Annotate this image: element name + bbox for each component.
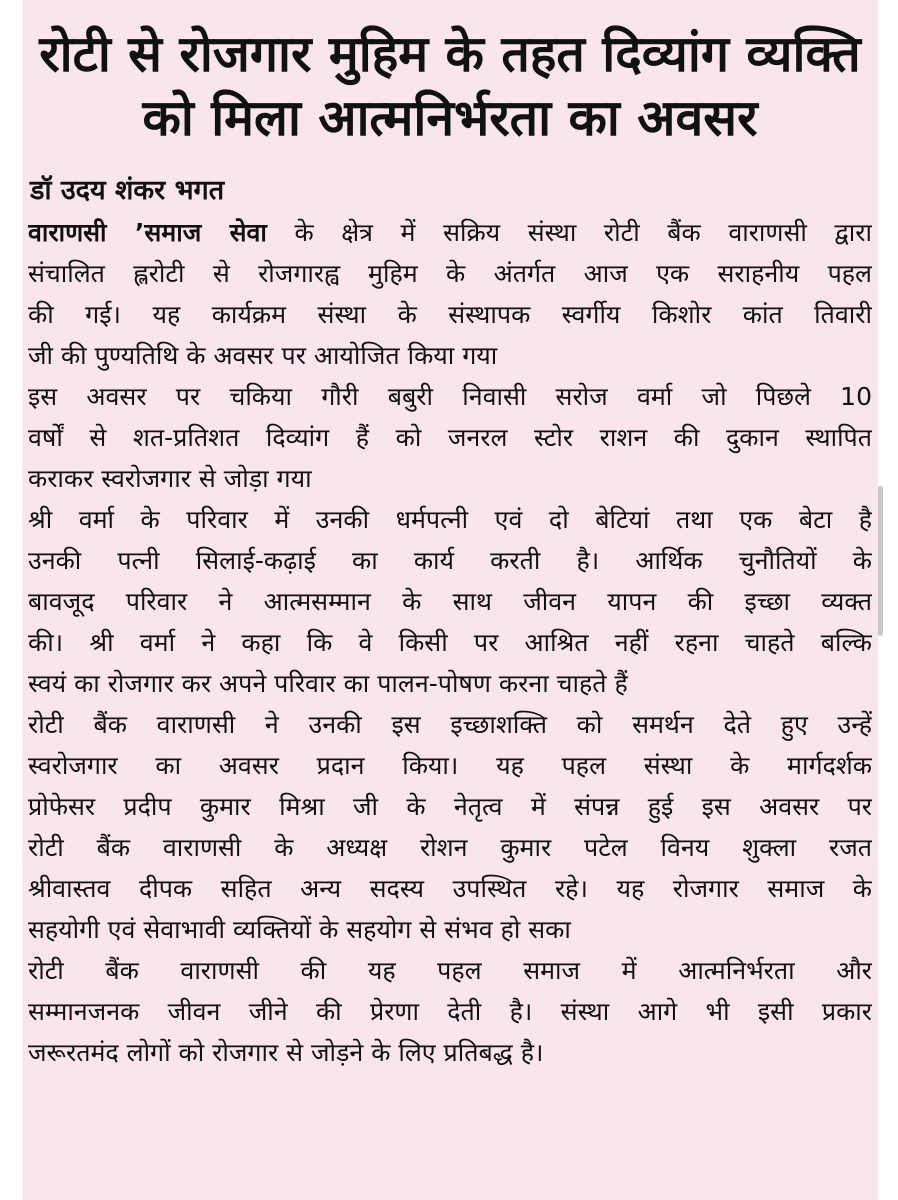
article-line-1-text: के क्षेत्र में सक्रिय संस्था रोटी बैंक वाराणसी द्वारा — [266, 218, 872, 247]
article-line: कराकर स्वरोजगार से जोड़ा गया — [28, 464, 312, 493]
article-line: वर्षों से शत-प्रतिशत दिव्यांग हैं को जनरल स्टोर राशन की दुकान स्थापित — [28, 423, 872, 452]
article-line: की गई। यह कार्यक्रम संस्था के संस्थापक स्वर्गीय किशोर कांत तिवारी — [28, 300, 872, 329]
headline — [24, 22, 876, 150]
dateline: वाराणसी ’समाज सेवा — [28, 218, 267, 247]
article-line: की। श्री वर्मा ने कहा कि वे किसी पर आश्रित नहीं रहना चाहते बल्कि — [28, 628, 872, 657]
headline-line-2: को मिला आत्मनिर्भरता का अवसर — [142, 89, 758, 147]
article-line-1 — [28, 212, 872, 253]
article-line: स्वरोजगार का अवसर प्रदान किया। यह पहल संस्था के मार्गदर्शक — [28, 751, 872, 780]
article-line: रोटी बैंक वाराणसी ने उनकी इस इच्छाशक्ति को समर्थन देते हुए उन्हें — [28, 710, 872, 739]
article-line: सम्मानजनक जीवन जीने की प्रेरणा देती है। संस्था आगे भी इसी प्रकार — [28, 997, 872, 1026]
article-line: इस अवसर पर चकिया गौरी बबुरी निवासी सरोज वर्मा जो पिछले 10 — [28, 382, 872, 411]
article-line: रोटी बैंक वाराणसी की यह पहल समाज में आत्मनिर्भरता और — [28, 956, 872, 985]
article-line: जी की पुण्यतिथि के अवसर पर आयोजित किया गया — [28, 341, 498, 370]
byline: डॉ उदय शंकर भगत — [30, 175, 225, 206]
article-line: जरूरतमंद लोगों को रोजगार से जोड़ने के लिए प्रतिबद्ध है। — [28, 1038, 544, 1067]
article-line: रोटी बैंक वाराणसी के अध्यक्ष रोशन कुमार पटेल विनय शुक्ला रजत — [28, 833, 872, 862]
scrollbar[interactable] — [878, 486, 883, 636]
article-line: उनकी पत्नी सिलाई-कढ़ाई का कार्य करती है। आर्थिक चुनौतियों के — [28, 546, 872, 575]
article-line: श्री वर्मा के परिवार में उनकी धर्मपत्नी एवं दो बेटियां तथा एक बेटा है — [28, 505, 872, 534]
article-body — [28, 212, 872, 1073]
headline-line-1: रोटी से रोजगार मुहिम के तहत दिव्यांग व्यक्ति — [39, 25, 861, 83]
article-line: स्वयं का रोजगार कर अपने परिवार का पालन-पोषण करना चाहते हैं — [28, 669, 628, 698]
article-line: सहयोगी एवं सेवाभावी व्यक्तियों के सहयोग से संभव हो सका — [28, 915, 571, 944]
article-line: प्रोफेसर प्रदीप कुमार मिश्रा जी के नेतृत्व में संपन्न हुई इस अवसर पर — [28, 792, 872, 821]
article-line: बावजूद परिवार ने आत्मसम्मान के साथ जीवन यापन की इच्छा व्यक्त — [28, 587, 872, 616]
article-line: श्रीवास्तव दीपक सहित अन्य सदस्य उपस्थित रहे। यह रोजगार समाज के — [28, 874, 872, 903]
article-line: संचालित ह्लरोटी से रोजगारह्व मुहिम के अंतर्गत आज एक सराहनीय पहल — [28, 259, 872, 288]
